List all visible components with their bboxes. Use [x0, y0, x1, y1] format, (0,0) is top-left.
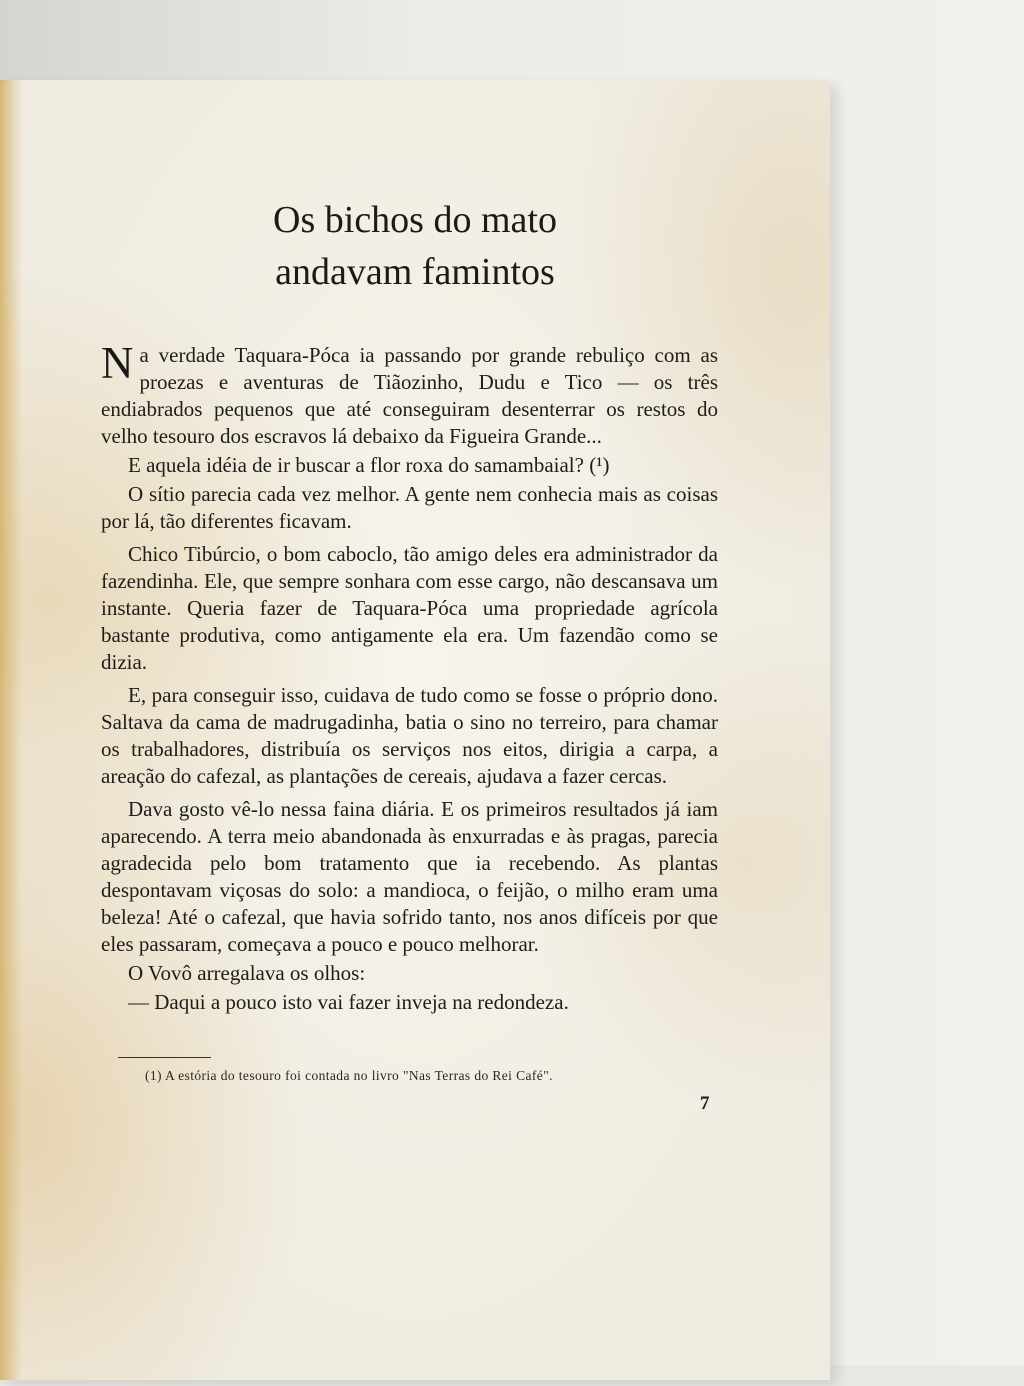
drop-cap: N — [101, 338, 134, 388]
footnote-divider — [118, 1057, 211, 1058]
paragraph-8: — Daqui a pouco isto vai fazer inveja na redondeza. — [128, 990, 569, 1014]
paragraph-6: Dava gosto vê-lo nessa faina diária. E os primeiros resultados já iam aparecendo. A terra meio abandonada às enxurradas e às pragas, parecia agradecida pelo bom tratamento que ia recebendo. As plantas despontavam viçosas do solo: a mandioca, o feijão, o milho eram uma beleza! Até o cafezal, que havia sofrido tanto, nos anos difíceis por que eles passaram, começava a pouco e pouco melhorar. — [101, 797, 718, 956]
paragraph-1 — [101, 338, 718, 450]
paragraph-4: Chico Tibúrcio, o bom caboclo, tão amigo deles era administrador da fazendinha. Ele, que sempre sonhara com esse cargo, não descansava um instante. Queria fazer de Taquara-Póca uma propriedade agrícola bastante produtiva, como antigamente ela era. Um fazendão como se dizia. — [101, 542, 718, 674]
paragraph-2: E aquela idéia de ir buscar a flor roxa do samambaial? (¹) — [128, 453, 610, 477]
chapter-title — [140, 194, 690, 298]
footnote: (1) A estória do tesouro foi contada no livro "Nas Terras do Rei Café". — [145, 1068, 553, 1083]
page-number: 7 — [700, 1093, 710, 1114]
paragraph-1-text: a verdade Taquara-Póca ia passando por grande rebuliço com as proezas e aventuras de Tiãozinho, Dudu e Tico — os três endiabrados pequenos que até conseguiram desenterrar os restos do velho tesouro dos escravos lá debaixo da Figueira Grande... — [101, 343, 718, 448]
paragraph-3: O sítio parecia cada vez melhor. A gente nem conhecia mais as coisas por lá, tão diferentes ficavam. — [101, 482, 718, 533]
page-spine-edge — [0, 80, 22, 1380]
paragraph-5: E, para conseguir isso, cuidava de tudo como se fosse o próprio dono. Saltava da cama de madrugadinha, batia o sino no terreiro, para chamar os trabalhadores, distribuía os serviços nos eitos, dirigia a carpa, a areação do cafezal, as plantações de cereais, ajudava a fazer cercas. — [101, 683, 718, 788]
chapter-title-line-2: andavam famintos — [275, 251, 555, 293]
chapter-title-line-1: Os bichos do mato — [273, 199, 557, 241]
body-text — [101, 338, 718, 1016]
paragraph-7: O Vovô arregalava os olhos: — [128, 961, 366, 985]
